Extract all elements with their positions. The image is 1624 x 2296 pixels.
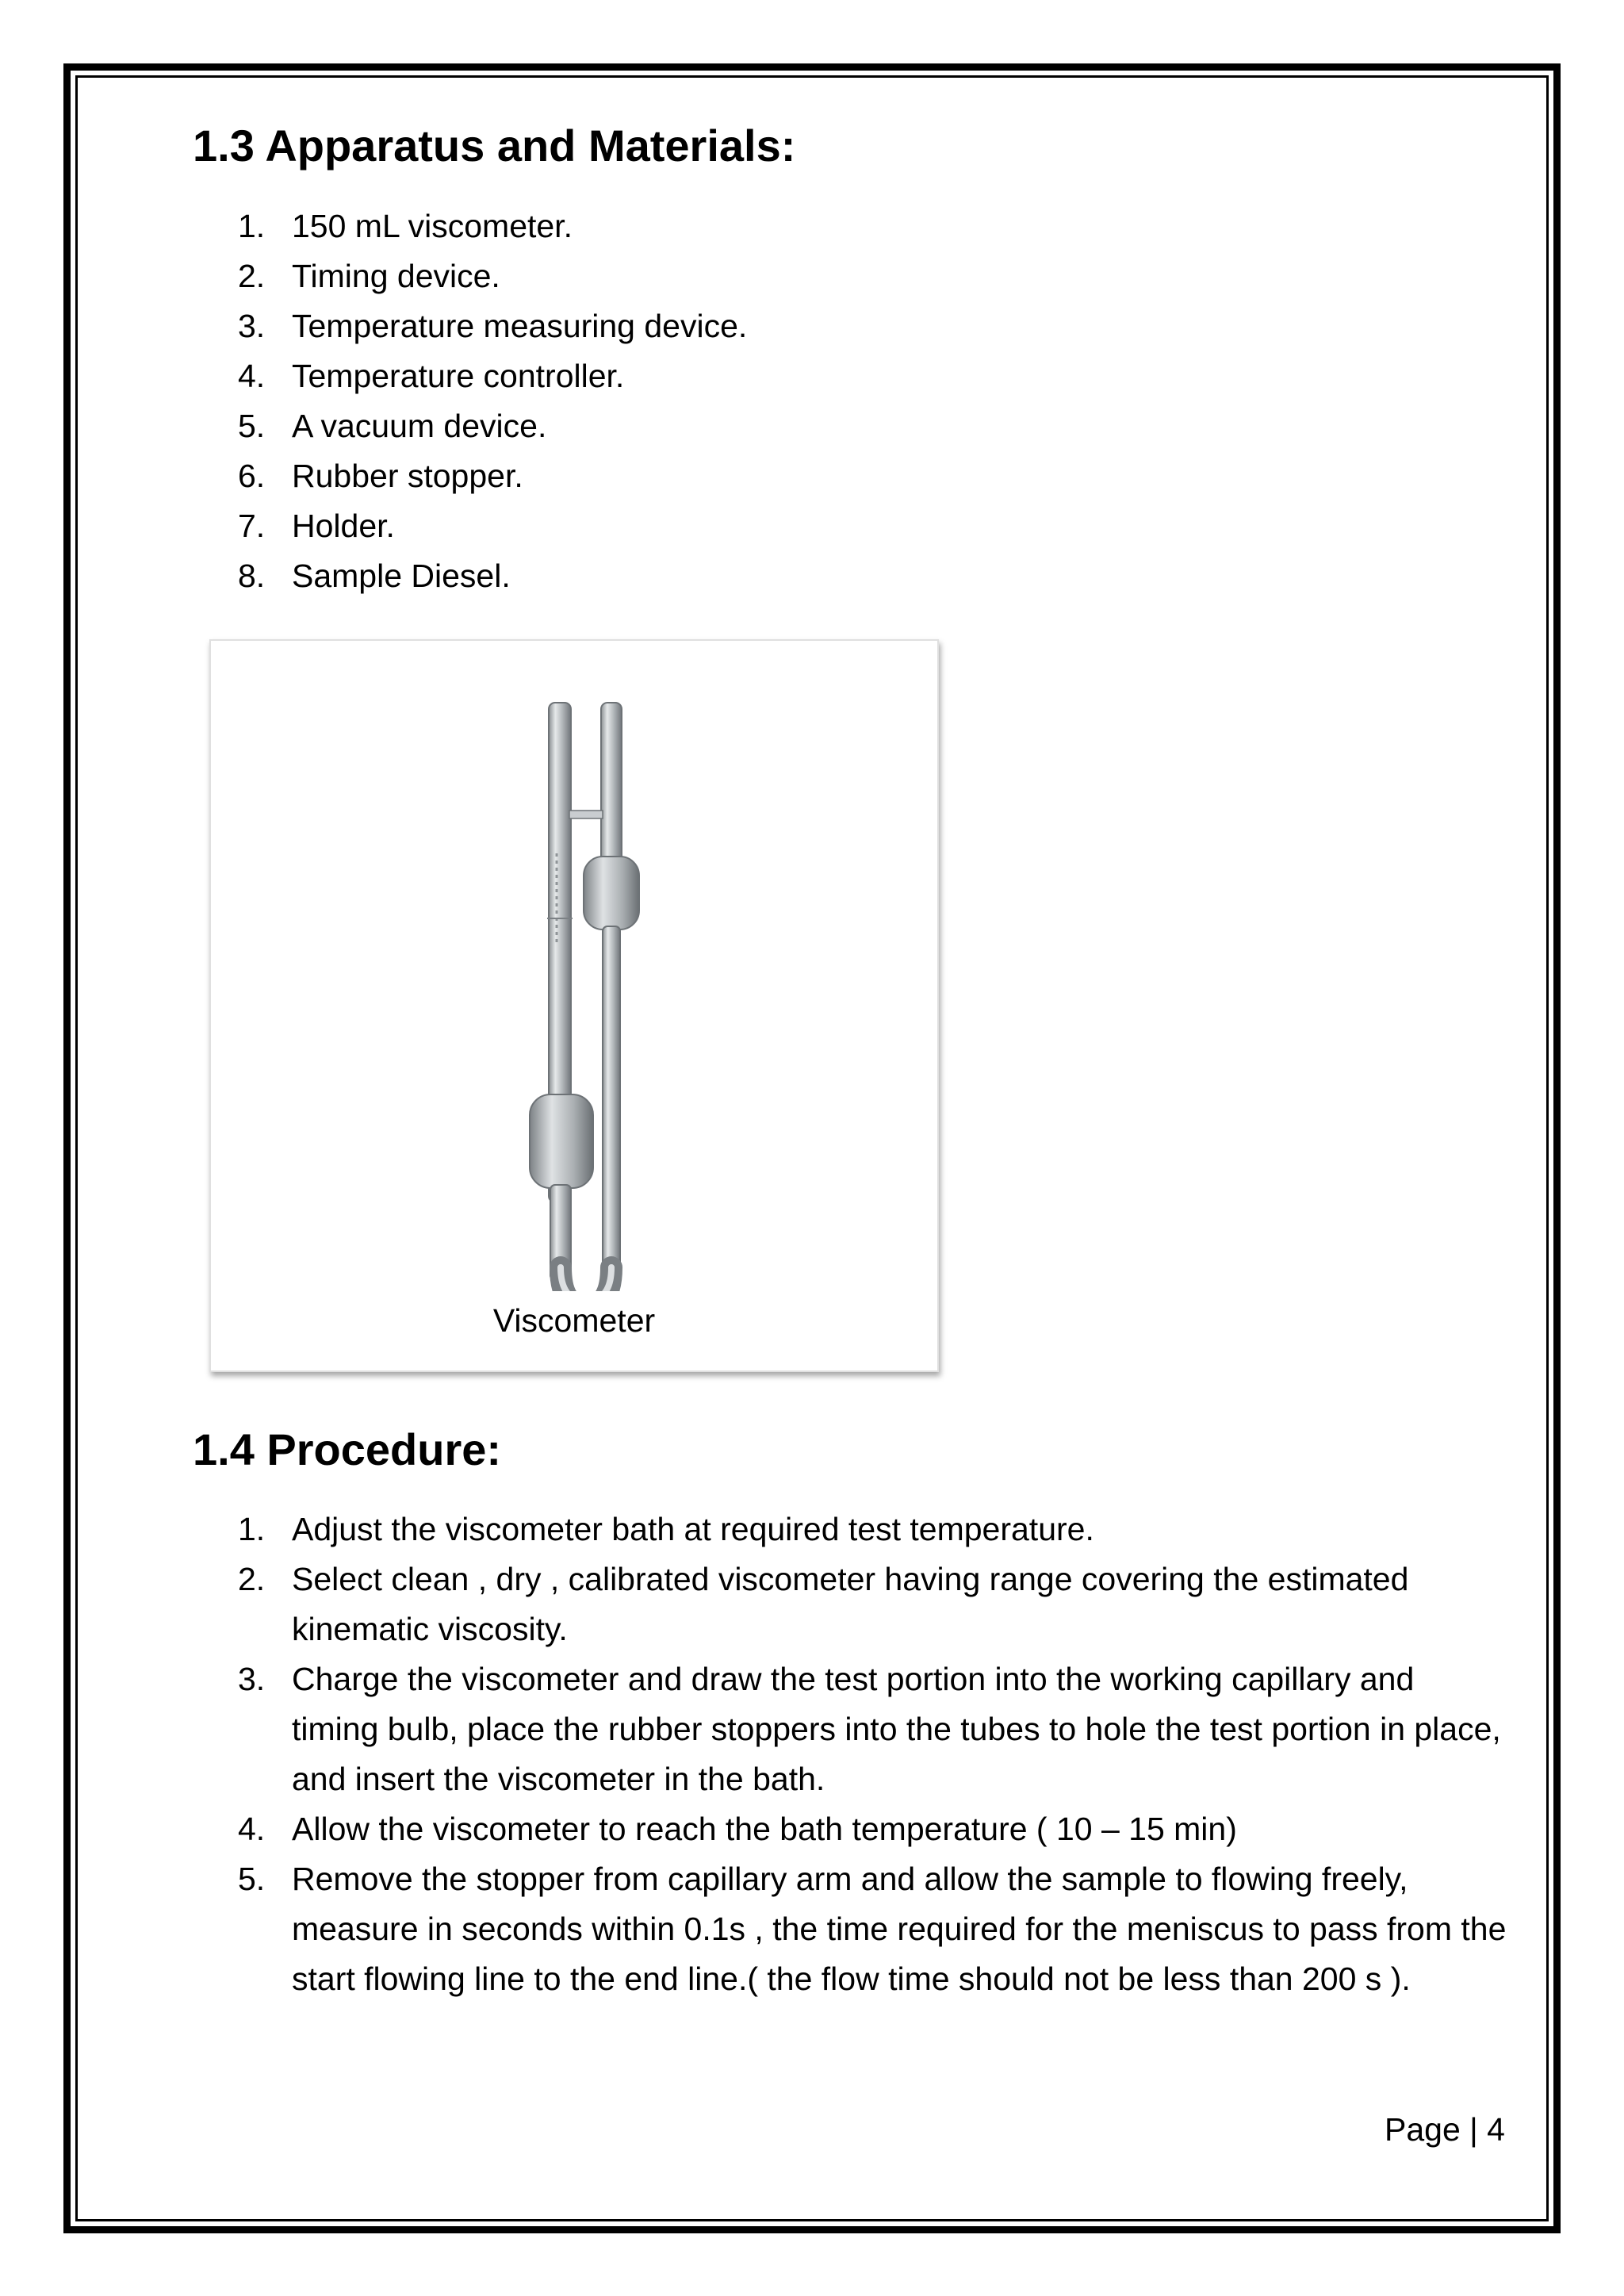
list-item (238, 401, 747, 451)
list-item (238, 1504, 1507, 1554)
viscometer-figure (209, 639, 939, 1372)
procedure-list (238, 1504, 1507, 2004)
list-item-text: Adjust the viscometer bath at required test temperature. (292, 1511, 1094, 1547)
list-item-number: 3. (238, 308, 266, 344)
page-number: Page | 4 (1385, 2111, 1505, 2148)
list-item-number: 3. (238, 1661, 266, 1697)
list-item-number: 8. (238, 558, 266, 594)
list-item (238, 1554, 1507, 1654)
list-item-number: 7. (238, 508, 266, 544)
viscometer-illustration (211, 641, 937, 1291)
list-item (238, 351, 747, 401)
list-item (238, 551, 747, 601)
list-item-number: 2. (238, 1561, 266, 1597)
figure-caption: Viscometer (492, 1302, 656, 1339)
list-item-text: Remove the stopper from capillary arm and allow the sample to flowing freely, measure in seconds within 0.1s , the time required for the meniscus to pass from the start flowing line to the end line.( the flow time should not be less than 200 s ). (292, 1861, 1507, 1997)
list-item-text: Charge the viscometer and draw the test portion into the working capillary and timing bulb, place the rubber stoppers into the tubes to hole the test portion in place, and insert the viscometer in the bath. (292, 1661, 1501, 1797)
list-item-number: 5. (238, 408, 266, 444)
materials-list (238, 201, 747, 601)
list-item-number: 1. (238, 208, 266, 244)
list-item-text: A vacuum device. (292, 408, 547, 444)
list-item-text: Allow the viscometer to reach the bath temperature ( 10 – 15 min) (292, 1811, 1237, 1847)
list-item-text: Rubber stopper. (292, 458, 523, 494)
list-item (238, 501, 747, 551)
list-item (238, 1804, 1507, 1854)
list-item-text: Holder. (292, 508, 395, 544)
list-item-text: Temperature controller. (292, 358, 625, 394)
list-item (238, 251, 747, 301)
list-item-text: 150 mL viscometer. (292, 208, 573, 244)
list-item-number: 5. (238, 1861, 266, 1897)
list-item (238, 1854, 1507, 2004)
list-item-text: Sample Diesel. (292, 558, 511, 594)
list-item-number: 4. (238, 358, 266, 394)
list-item (238, 1654, 1507, 1804)
list-item-text: Temperature measuring device. (292, 308, 748, 344)
list-item-number: 2. (238, 258, 266, 294)
list-item-text: Select clean , dry , calibrated viscometer having range covering the estimated kinematic viscosity. (292, 1561, 1409, 1647)
list-item-number: 1. (238, 1511, 266, 1547)
list-item (238, 451, 747, 501)
list-item (238, 301, 747, 351)
list-item-number: 4. (238, 1811, 266, 1847)
list-item-number: 6. (238, 458, 266, 494)
apparatus-heading: 1.3 Apparatus and Materials: (193, 121, 796, 171)
list-item-text: Timing device. (292, 258, 500, 294)
list-item (238, 201, 747, 251)
procedure-heading: 1.4 Procedure: (193, 1424, 502, 1474)
